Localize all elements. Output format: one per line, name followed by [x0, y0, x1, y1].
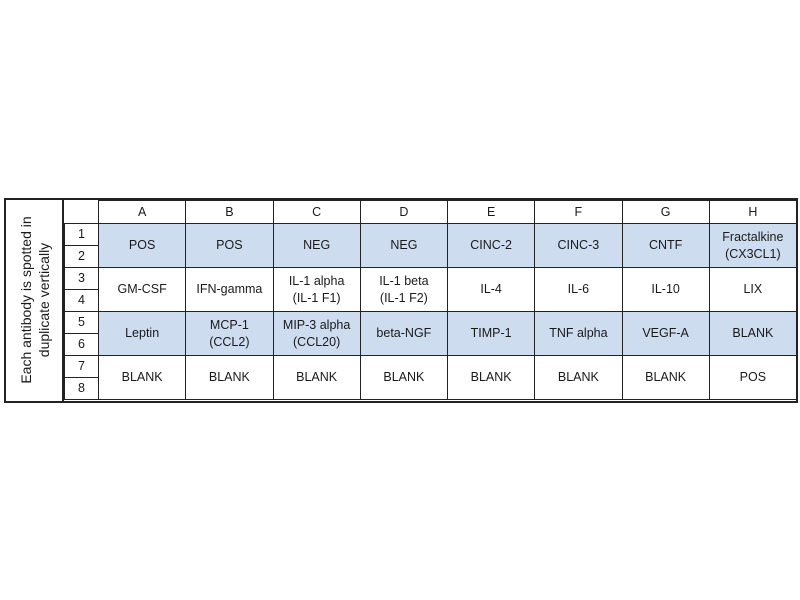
column-header-row — [65, 201, 797, 224]
antibody-name: BLANK — [557, 370, 599, 384]
array-row — [65, 224, 797, 246]
antibody-name: LIX — [743, 282, 763, 296]
antibody-cell — [186, 224, 273, 268]
antibody-cell — [99, 312, 186, 356]
row-number: 4 — [65, 290, 99, 312]
row-number: 6 — [65, 334, 99, 356]
antibody-cell — [273, 312, 360, 356]
antibody-alias: (IL-1 F2) — [379, 290, 428, 305]
antibody-name: BLANK — [645, 370, 687, 384]
row-number: 2 — [65, 246, 99, 268]
antibody-name: MCP-1 — [209, 317, 249, 332]
antibody-name: BLANK — [470, 370, 512, 384]
antibody-cell — [273, 356, 360, 400]
antibody-cell — [99, 356, 186, 400]
antibody-cell — [186, 356, 273, 400]
antibody-cell — [622, 356, 709, 400]
array-row — [65, 312, 797, 334]
antibody-name: BLANK — [121, 370, 163, 384]
antibody-cell — [99, 268, 186, 312]
antibody-name: NEG — [390, 238, 418, 252]
antibody-name: MIP-3 alpha — [282, 317, 351, 332]
antibody-name: GM-CSF — [117, 282, 167, 296]
antibody-cell — [535, 224, 622, 268]
antibody-cell — [448, 268, 535, 312]
column-header: H — [709, 201, 796, 224]
antibody-cell — [535, 268, 622, 312]
antibody-alias: (CCL20) — [293, 334, 341, 349]
antibody-cell — [273, 268, 360, 312]
antibody-alias: (IL-1 F1) — [292, 290, 341, 305]
antibody-name: BLANK — [208, 370, 250, 384]
antibody-name: BLANK — [296, 370, 338, 384]
antibody-array-map — [4, 198, 798, 403]
column-header: A — [99, 201, 186, 224]
column-header: B — [186, 201, 273, 224]
antibody-name: CNTF — [648, 238, 683, 252]
corner-cell — [65, 201, 99, 224]
row-number: 8 — [65, 378, 99, 400]
antibody-name: IL-1 alpha — [288, 273, 345, 288]
antibody-name: POS — [128, 238, 156, 252]
antibody-name: beta-NGF — [376, 326, 432, 340]
antibody-name: IL-6 — [567, 282, 590, 296]
row-number: 1 — [65, 224, 99, 246]
column-header: D — [360, 201, 447, 224]
side-label-text: Each antibody is spotted in duplicate vertically — [18, 216, 52, 384]
antibody-name: TNF alpha — [549, 326, 608, 340]
antibody-cell — [448, 224, 535, 268]
antibody-cell — [535, 312, 622, 356]
antibody-cell — [99, 224, 186, 268]
antibody-cell — [360, 312, 447, 356]
antibody-alias: (CCL2) — [209, 334, 250, 349]
antibody-name: TIMP-1 — [470, 326, 512, 340]
antibody-cell — [535, 356, 622, 400]
column-header: F — [535, 201, 622, 224]
antibody-name: Fractalkine — [722, 229, 784, 244]
antibody-name: POS — [739, 370, 767, 384]
antibody-cell — [622, 268, 709, 312]
antibody-cell — [709, 356, 796, 400]
antibody-cell — [448, 312, 535, 356]
antibody-name: BLANK — [383, 370, 425, 384]
column-header: E — [448, 201, 535, 224]
antibody-name: CINC-3 — [557, 238, 600, 252]
antibody-name: IL-4 — [480, 282, 502, 296]
antibody-cell — [709, 268, 796, 312]
antibody-cell — [360, 356, 447, 400]
array-row — [65, 268, 797, 290]
array-row — [65, 356, 797, 378]
array-table — [64, 200, 797, 400]
antibody-name: NEG — [303, 238, 331, 252]
antibody-name: BLANK — [732, 326, 774, 340]
antibody-cell — [448, 356, 535, 400]
antibody-name: Leptin — [125, 326, 160, 340]
antibody-cell — [622, 224, 709, 268]
row-number: 3 — [65, 268, 99, 290]
antibody-cell — [360, 224, 447, 268]
row-number: 5 — [65, 312, 99, 334]
antibody-name: IL-10 — [651, 282, 680, 296]
side-label-panel — [6, 200, 64, 401]
antibody-name: IFN-gamma — [196, 282, 263, 296]
column-header: G — [622, 201, 709, 224]
antibody-name: POS — [216, 238, 243, 252]
antibody-cell — [186, 312, 273, 356]
antibody-name: VEGF-A — [642, 326, 689, 340]
antibody-cell — [186, 268, 273, 312]
antibody-cell — [709, 312, 796, 356]
antibody-cell — [709, 224, 796, 268]
antibody-cell — [273, 224, 360, 268]
antibody-name: IL-1 beta — [379, 273, 429, 288]
antibody-cell — [622, 312, 709, 356]
antibody-cell — [360, 268, 447, 312]
antibody-name: CINC-2 — [470, 238, 512, 252]
antibody-alias: (CX3CL1) — [725, 246, 781, 261]
row-number: 7 — [65, 356, 99, 378]
column-header: C — [273, 201, 360, 224]
